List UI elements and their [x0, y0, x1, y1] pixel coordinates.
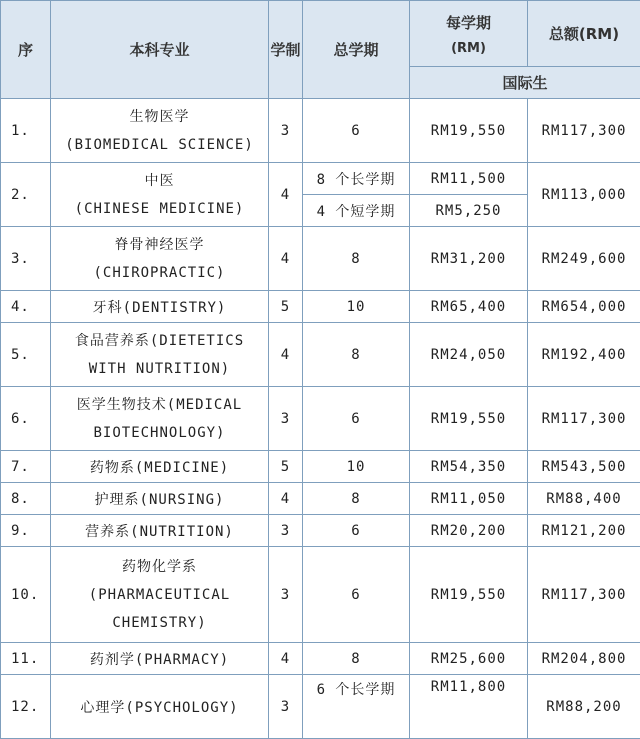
row-major: 心理学(PSYCHOLOGY): [51, 675, 269, 739]
row-years: 5: [269, 451, 303, 483]
table-row: [1, 675, 640, 739]
row-total: RM121,200: [528, 515, 640, 547]
table-row: [1, 515, 640, 547]
table-row: [1, 643, 640, 675]
row-semesters: 6: [303, 547, 410, 643]
table-row: [1, 323, 640, 387]
row-semesters: 8: [303, 483, 410, 515]
table-row: [1, 387, 640, 451]
row-fee-short: RM5,250: [410, 195, 528, 227]
row-total: RM654,000: [528, 291, 640, 323]
row-major: 食品营养系(DIETETICS WITH NUTRITION): [51, 323, 269, 387]
row-major: 医学生物技术(MEDICAL BIOTECHNOLOGY): [51, 387, 269, 451]
row-semesters: 8: [303, 323, 410, 387]
row-major: 药剂学(PHARMACY): [51, 643, 269, 675]
row-major: 护理系(NURSING): [51, 483, 269, 515]
row-no: 5.: [1, 323, 51, 387]
row-total: RM204,800: [528, 643, 640, 675]
row-fee: RM11,050: [410, 483, 528, 515]
header-international: 国际生: [410, 67, 640, 99]
row-total: RM88,200: [528, 675, 640, 739]
row-no: 10.: [1, 547, 51, 643]
row-no: 12.: [1, 675, 51, 739]
row-years: 3: [269, 515, 303, 547]
row-major: 药物系(MEDICINE): [51, 451, 269, 483]
row-major: 脊骨神经医学 (CHIROPRACTIC): [51, 227, 269, 291]
row-semesters: 10: [303, 291, 410, 323]
row-years: 4: [269, 643, 303, 675]
row-years: 3: [269, 675, 303, 739]
row-years: 3: [269, 547, 303, 643]
header-duration: 学制: [269, 1, 303, 99]
row-semesters: 8: [303, 227, 410, 291]
row-semesters-short: 4 个短学期: [303, 195, 410, 227]
row-no: 9.: [1, 515, 51, 547]
row-fee: RM19,550: [410, 547, 528, 643]
row-fee: RM65,400: [410, 291, 528, 323]
row-major: 药物化学系 (PHARMACEUTICAL CHEMISTRY): [51, 547, 269, 643]
row-fee: RM54,350: [410, 451, 528, 483]
table-row: [1, 547, 640, 643]
header-per-semester: 每学期 (RM): [410, 1, 528, 67]
row-years: 4: [269, 163, 303, 227]
row-total: RM117,300: [528, 99, 640, 163]
table-row: [1, 483, 640, 515]
row-total: RM88,400: [528, 483, 640, 515]
row-semesters: 6 个长学期: [303, 675, 410, 739]
row-fee: RM24,050: [410, 323, 528, 387]
row-total: RM113,000: [528, 163, 640, 227]
row-years: 4: [269, 323, 303, 387]
row-major: 中医 (CHINESE MEDICINE): [51, 163, 269, 227]
row-total: RM117,300: [528, 387, 640, 451]
row-no: 7.: [1, 451, 51, 483]
row-semesters-long: 8 个长学期: [303, 163, 410, 195]
table-row: [1, 99, 640, 163]
header-total: 总额(RM): [528, 1, 640, 67]
header-major: 本科专业: [51, 1, 269, 99]
row-semesters: 8: [303, 643, 410, 675]
row-years: 5: [269, 291, 303, 323]
table-row: [1, 291, 640, 323]
row-semesters: 6: [303, 387, 410, 451]
row-fee: RM19,550: [410, 387, 528, 451]
row-total: RM249,600: [528, 227, 640, 291]
row-major: 营养系(NUTRITION): [51, 515, 269, 547]
row-no: 6.: [1, 387, 51, 451]
header-row: [1, 1, 640, 67]
row-no: 1.: [1, 99, 51, 163]
row-no: 4.: [1, 291, 51, 323]
row-fee-long: RM11,500: [410, 163, 528, 195]
row-years: 4: [269, 483, 303, 515]
row-years: 3: [269, 387, 303, 451]
row-fee: RM25,600: [410, 643, 528, 675]
row-major: 生物医学 (BIOMEDICAL SCIENCE): [51, 99, 269, 163]
row-major: 牙科(DENTISTRY): [51, 291, 269, 323]
header-semesters: 总学期: [303, 1, 410, 99]
header-seq: 序: [1, 1, 51, 99]
row-fee: RM20,200: [410, 515, 528, 547]
row-years: 3: [269, 99, 303, 163]
row-semesters: 6: [303, 99, 410, 163]
row-total: RM543,500: [528, 451, 640, 483]
row-fee: RM11,800: [410, 675, 528, 739]
row-total: RM192,400: [528, 323, 640, 387]
row-fee: RM19,550: [410, 99, 528, 163]
row-no: 8.: [1, 483, 51, 515]
table-row: [1, 451, 640, 483]
row-semesters: 6: [303, 515, 410, 547]
row-total: RM117,300: [528, 547, 640, 643]
row-semesters: 10: [303, 451, 410, 483]
table-row: [1, 227, 640, 291]
row-no: 11.: [1, 643, 51, 675]
row-no: 2.: [1, 163, 51, 227]
row-years: 4: [269, 227, 303, 291]
table-row: [1, 163, 640, 195]
row-fee: RM31,200: [410, 227, 528, 291]
row-no: 3.: [1, 227, 51, 291]
